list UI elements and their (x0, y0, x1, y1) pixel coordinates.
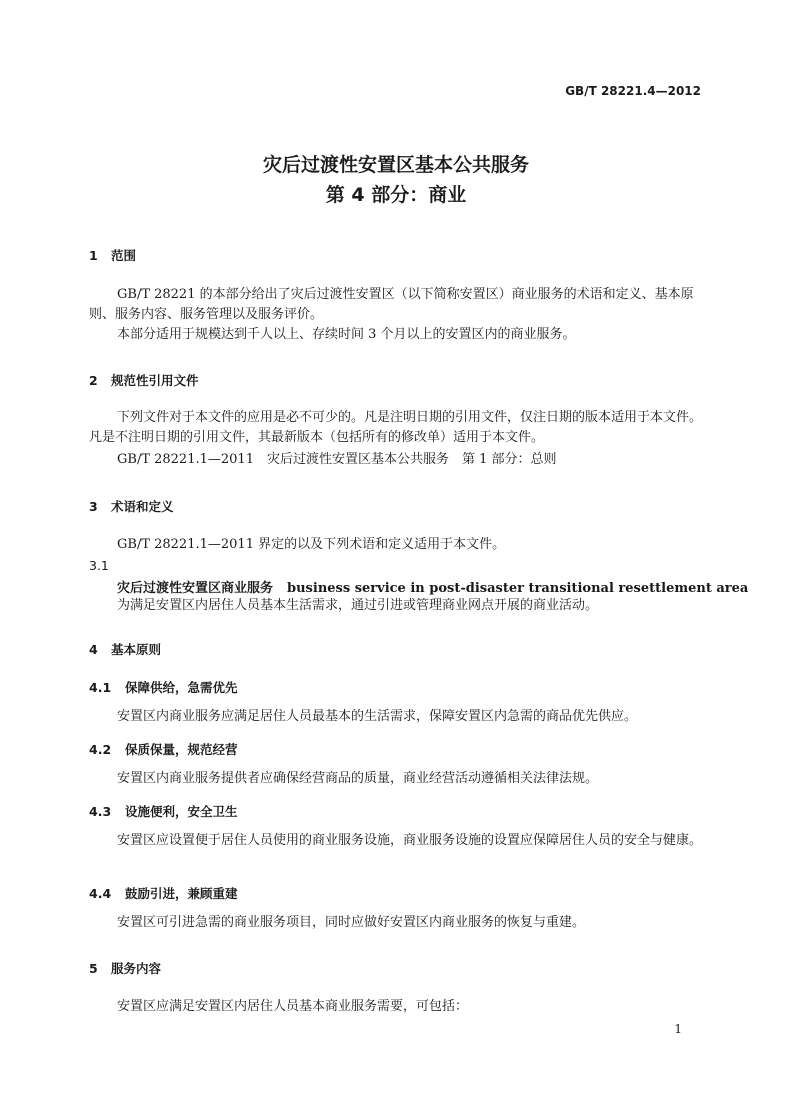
clause-number: 4.2 (89, 742, 112, 757)
section-number: 4 (89, 642, 98, 657)
document-subtitle: 第 4 部分：商业 (325, 184, 467, 206)
clause-4-3-heading (89, 802, 238, 820)
term-definition: 为满足安置区内居住人员基本生活需求，通过引进或管理商业网点开展的商业活动。 (117, 598, 599, 613)
section-2-heading (89, 371, 199, 389)
clause-4-2-text: 安置区内商业服务提供者应确保经营商品的质量，商业经营活动遵循相关法律法规。 (117, 771, 599, 786)
clause-4-1-heading (89, 678, 238, 696)
section-number: 1 (89, 248, 98, 263)
term-entry (117, 577, 748, 596)
clause-4-4-heading (89, 884, 238, 902)
term-number: 3.1 (89, 558, 109, 573)
section-5-heading (89, 959, 161, 977)
clause-title: 保障供给，急需优先 (125, 680, 238, 695)
section-3-paragraph-1: GB/T 28221.1—2011 界定的以及下列术语和定义适用于本文件。 (117, 537, 506, 552)
clause-4-4-text: 安置区可引进急需的商业服务项目，同时应做好安置区内商业服务的恢复与重建。 (117, 915, 586, 930)
section-number: 5 (89, 961, 98, 976)
clause-4-1-text: 安置区内商业服务应满足居住人员最基本的生活需求，保障安置区内急需的商品优先供应。 (117, 709, 638, 724)
section-1-paragraph-2: 本部分适用于规模达到千人以上、存续时间 3 个月以上的安置区内的商业服务。 (117, 327, 576, 342)
normative-reference: GB/T 28221.1—2011 灾后过渡性安置区基本公共服务 第 1 部分：总则 (117, 452, 557, 467)
clause-4-2-heading (89, 740, 238, 758)
section-title: 规范性引用文件 (111, 373, 199, 388)
section-title: 术语和定义 (111, 499, 174, 514)
section-1-paragraph-1: GB/T 28221 的本部分给出了灾后过渡性安置区（以下简称安置区）商业服务的术语和定义、基本原则、服务内容、服务管理以及服务评价。 (89, 287, 694, 322)
section-5-paragraph-1: 安置区应满足安置区内居住人员基本商业服务需要，可包括： (117, 999, 469, 1014)
section-number: 3 (89, 499, 98, 514)
clause-title: 保质保量，规范经营 (125, 742, 238, 757)
clause-4-3-text: 安置区应设置便于居住人员使用的商业服务设施，商业服务设施的设置应保障居住人员的安全与健康。 (117, 833, 703, 848)
standard-code: GB/T 28221.4—2012 (565, 84, 701, 98)
section-title: 服务内容 (111, 961, 162, 976)
section-title: 范围 (111, 248, 137, 263)
clause-number: 4.4 (89, 886, 112, 901)
clause-number: 4.3 (89, 804, 112, 819)
section-1-heading (89, 246, 136, 264)
section-3-heading (89, 497, 174, 515)
section-title: 基本原则 (111, 642, 162, 657)
section-4-heading (89, 640, 161, 658)
document-title: 灾后过渡性安置区基本公共服务 (262, 154, 529, 176)
term-english: business service in post-disaster transitional resettlement area (287, 581, 749, 596)
clause-title: 鼓励引进，兼顾重建 (125, 886, 238, 901)
term-chinese: 灾后过渡性安置区商业服务 (117, 581, 274, 596)
section-number: 2 (89, 373, 98, 388)
clause-title: 设施便利，安全卫生 (125, 804, 238, 819)
section-2-paragraph-1: 下列文件对于本文件的应用是必不可少的。凡是注明日期的引用文件，仅注日期的版本适用于本文件。凡是不注明日期的引用文件，其最新版本（包括所有的修改单）适用于本文件。 (89, 410, 703, 445)
clause-number: 4.1 (89, 680, 112, 695)
page-number: 1 (674, 1022, 682, 1036)
